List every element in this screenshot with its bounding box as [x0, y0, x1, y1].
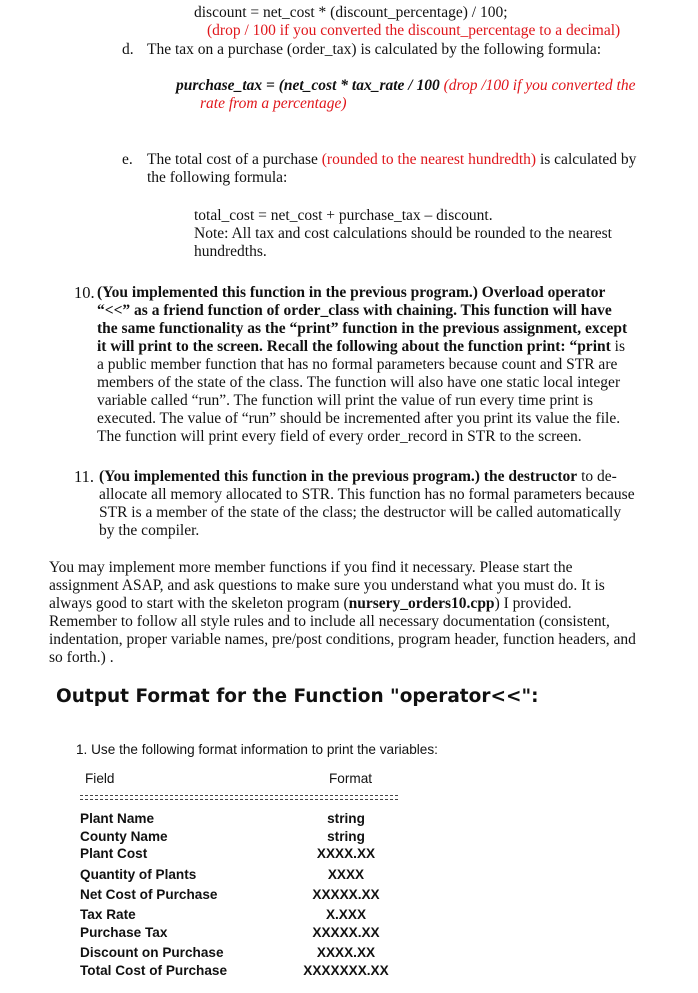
table-row-format: XXXXX.XX [312, 887, 380, 902]
closing-line-3-post: ) I provided. [494, 595, 572, 612]
output-format-heading: Output Format for the Function "operator<<": [56, 686, 539, 707]
item-11-line-3: STR is a member of the state of the class; the destructor will be called automatically [99, 504, 622, 521]
col-header-field: Field [85, 771, 115, 786]
table-row-field: Tax Rate [80, 907, 136, 922]
col-header-format: Format [329, 771, 373, 786]
closing-line-5: indentation, proper variable names, pre/post conditions, program header, function headers, and [49, 631, 636, 648]
tax-formula [176, 77, 635, 95]
table-row-field: Plant Cost [80, 846, 148, 861]
item-e-text-pre: The total cost of a purchase [147, 151, 322, 168]
item-10-line-4-bold: it will print to the screen. Recall the following about the function print: “print [97, 338, 611, 355]
closing-line-2: assignment ASAP, and ask questions to make sure you understand what you must do. It is [49, 577, 605, 594]
closing-line-6: so forth.) . [49, 649, 114, 666]
rounding-note-2: hundredths. [194, 243, 267, 260]
item-e-line-1 [147, 151, 636, 169]
table-row-field: Total Cost of Purchase [80, 963, 228, 978]
item-11-line-1-bold: (You implemented this function in the previous program.) the destructor [99, 468, 578, 485]
table-row-field: Plant Name [80, 811, 155, 826]
table-row-format: XXXX.XX [316, 945, 376, 960]
closing-line-3-pre: always good to start with the skeleton program ( [49, 595, 349, 612]
item-11-line-4: by the compiler. [99, 522, 200, 539]
table-row-field: County Name [80, 829, 168, 844]
table-row-format: XXXX [327, 867, 365, 882]
item-10-line-6: members of the state of the class. The function will also have one static local integer [97, 374, 621, 391]
table-row-field: Quantity of Plants [80, 867, 197, 882]
item-10-line-4 [97, 338, 625, 357]
item-10-line-9: The function will print every field of every order_record in STR to the screen. [97, 428, 582, 445]
table-row-field: Net Cost of Purchase [80, 887, 218, 902]
item-10-line-5: a public member function that has no formal parameters because count and STR are [97, 356, 618, 373]
table-row-field: Purchase Tax [80, 925, 168, 940]
item-11-marker: 11. [74, 467, 95, 486]
item-11-line-2: allocate all memory allocated to STR. This function has no formal parameters because [99, 486, 635, 503]
skeleton-filename: nursery_orders10.cpp [348, 595, 495, 612]
header-divider [80, 795, 398, 800]
tax-formula-note-cont: rate from a percentage) [200, 95, 347, 112]
item-e-rounding-note: (rounded to the nearest hundredth) [321, 151, 537, 168]
closing-line-3 [49, 595, 572, 614]
table-row-format: XXXXX.XX [312, 925, 380, 940]
table-row-format: XXXXXXX.XX [303, 963, 389, 978]
table-row-format: XXXX.XX [316, 846, 376, 861]
discount-note: (drop / 100 if you converted the discount_percentage to a decimal) [207, 22, 621, 39]
item-e-line-2: the following formula: [147, 169, 288, 186]
item-11-line-1-tail: to de- [577, 468, 617, 485]
item-11-line-1 [99, 468, 617, 487]
table-row-format: string [327, 829, 365, 844]
tax-formula-note: (drop /100 if you converted the [443, 77, 636, 94]
closing-line-1: You may implement more member functions if you find it necessary. Please start the [49, 559, 573, 576]
item-10-line-3: the same functionality as the “print” function in the previous assignment, except [97, 320, 628, 337]
total-cost-formula: total_cost = net_cost + purchase_tax – discount. [194, 207, 493, 224]
item-10-line-8: executed. The value of “run” should be incremented after you print its value the file. [97, 410, 621, 427]
closing-line-4: Remember to follow all style rules and to include all necessary documentation (consistent, [49, 613, 610, 630]
item-e-text-post: is calculated by [536, 151, 637, 168]
item-10-line-4-tail: is [610, 338, 625, 355]
item-10-line-2: “<<” as a friend function of order_class with chaining. This function will have [97, 302, 612, 319]
item-10-line-1: (You implemented this function in the previous program.) Overload operator [97, 284, 606, 301]
item-d-text: The tax on a purchase (order_tax) is calculated by the following formula: [147, 41, 602, 58]
discount-formula: discount = net_cost * (discount_percentage) / 100; [194, 4, 508, 21]
table-row-format: string [327, 811, 365, 826]
format-instruction: 1. Use the following format information to print the variables: [76, 742, 438, 757]
item-e-marker: e. [122, 151, 133, 168]
rounding-note-1: Note: All tax and cost calculations should be rounded to the nearest [194, 225, 612, 242]
item-10-line-7: variable called “run”. The function will print the value of run every time print is [97, 392, 593, 409]
item-d-marker: d. [122, 41, 134, 58]
tax-formula-main: purchase_tax = (net_cost * tax_rate / 100 [176, 77, 440, 94]
table-row-format: X.XXX [325, 907, 367, 922]
table-row-field: Discount on Purchase [80, 945, 224, 960]
item-10-marker: 10. [74, 283, 95, 302]
